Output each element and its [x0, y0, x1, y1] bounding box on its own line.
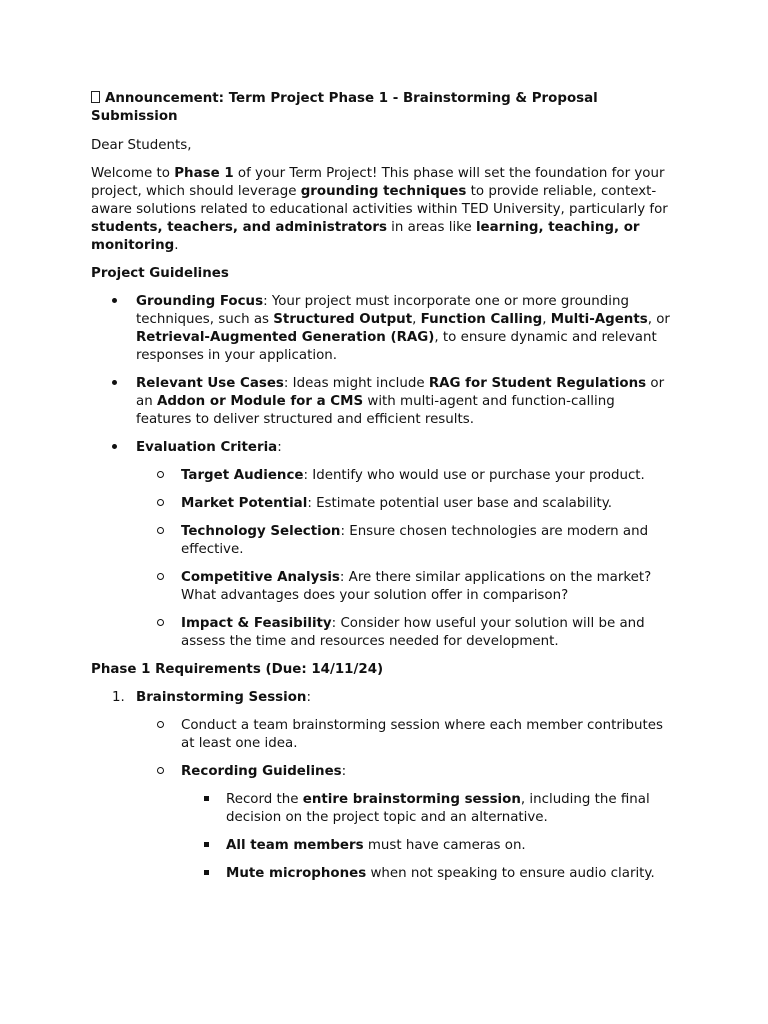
announcement-title: Announcement: Term Project Phase 1 - Brainstorming & Proposal Submission — [91, 91, 598, 124]
section-heading-requirements: Phase 1 Requirements (Due: 14/11/24) — [91, 662, 384, 677]
circle-bullet-marker — [157, 523, 164, 541]
evaluation-criteria-list — [91, 467, 671, 651]
circle-bullet-marker — [157, 569, 164, 587]
square-bullet-marker — [204, 865, 209, 883]
square-bullet-marker — [204, 791, 209, 809]
sub-item-conduct-session: Conduct a team brainstorming session where each member contributes at least one idea. — [91, 717, 671, 753]
requirements-list — [91, 689, 671, 707]
guidelines-list — [91, 293, 671, 457]
list-item-brainstorming-session: 1. Brainstorming Session: — [112, 690, 311, 705]
section-heading-guidelines: Project Guidelines — [91, 266, 229, 281]
recording-item-cameras-on: All team members must have cameras on. — [91, 837, 671, 855]
circle-bullet-marker — [157, 615, 164, 633]
circle-bullet-marker — [157, 495, 164, 513]
criteria-item-market-potential: Market Potential: Estimate potential user base and scalability. — [91, 495, 671, 513]
list-item-grounding-focus: Grounding Focus: Your project must incorporate one or more grounding techniques, such as Structured Output, Function Calling, Multi-Agents, or Retrieval-Augmented Generation (RAG), to ensure dynamic and relevant responses in your application. — [91, 293, 671, 365]
bullet-marker — [112, 293, 128, 311]
bullet-marker — [112, 439, 128, 457]
number-marker: 1. — [112, 690, 125, 705]
circle-bullet-marker — [157, 717, 164, 735]
salutation: Dear Students, — [91, 138, 192, 153]
bullet-marker — [112, 375, 128, 393]
brainstorming-sub-list — [91, 717, 671, 781]
document-page — [91, 90, 671, 893]
square-bullet-marker — [204, 837, 209, 855]
criteria-item-competitive-analysis: Competitive Analysis: Are there similar applications on the market? What advantages does your solution offer in comparison? — [91, 569, 671, 605]
circle-bullet-marker — [157, 763, 164, 781]
criteria-item-impact-feasibility: Impact & Feasibility: Consider how useful your solution will be and assess the time and resources needed for development. — [91, 615, 671, 651]
recording-guidelines-list — [91, 791, 671, 883]
intro-paragraph: Welcome to Phase 1 of your Term Project! This phase will set the foundation for your project, which should leverage grounding techniques to provide reliable, context-aware solutions related to educational activities within TED University, particularly for students, teachers, and administrators in areas like learning, teaching, or monitoring. — [91, 166, 668, 253]
list-item-use-cases: Relevant Use Cases: Ideas might include RAG for Student Regulations or an Addon or Module for a CMS with multi-agent and function-calling features to deliver structured and efficient results. — [91, 375, 671, 429]
criteria-item-technology-selection: Technology Selection: Ensure chosen technologies are modern and effective. — [91, 523, 671, 559]
circle-bullet-marker — [157, 467, 164, 485]
criteria-item-target-audience: Target Audience: Identify who would use or purchase your product. — [91, 467, 671, 485]
sub-item-recording-guidelines: Recording Guidelines: — [91, 763, 671, 781]
recording-item-entire-session: Record the entire brainstorming session, including the final decision on the project topic and an alternative. — [91, 791, 671, 827]
recording-item-mute-microphones: Mute microphones when not speaking to ensure audio clarity. — [91, 865, 671, 883]
missing-glyph-icon — [91, 91, 100, 103]
list-item-evaluation-criteria: Evaluation Criteria: — [91, 439, 671, 457]
